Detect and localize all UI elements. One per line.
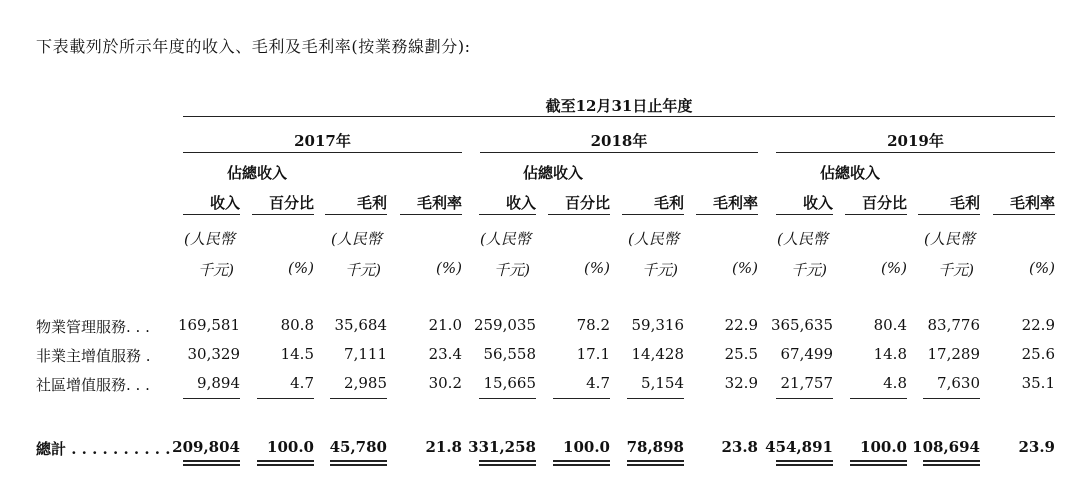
table-cell: 259,035 — [473, 316, 536, 334]
unit-label: (人民幣 — [184, 230, 235, 248]
subtotal-rule — [923, 398, 980, 399]
total-cell: 23.9 — [1018, 438, 1055, 456]
subtotal-rule — [257, 398, 314, 399]
table-cell: 30,329 — [187, 345, 240, 363]
column-rule — [622, 214, 684, 215]
table-cell: 22.9 — [1021, 316, 1055, 334]
table-cell: 5,154 — [641, 374, 684, 392]
total-double-rule — [850, 460, 907, 466]
year-rule — [776, 152, 1055, 153]
unit-label: 千元) — [938, 261, 974, 279]
table-cell: 14.8 — [873, 345, 907, 363]
total-label: 總計 . . . . . . . . . . — [36, 440, 171, 458]
table-cell: 7,111 — [344, 345, 387, 363]
column-rule — [776, 214, 833, 215]
unit-label: 千元) — [345, 261, 381, 279]
table-cell: 365,635 — [770, 316, 833, 334]
column-header: 毛利率 — [1009, 194, 1055, 212]
year-rule — [183, 152, 462, 153]
subtotal-rule — [627, 398, 684, 399]
subtotal-rule — [183, 398, 240, 399]
column-rule — [845, 214, 907, 215]
table-cell: 56,558 — [483, 345, 536, 363]
column-rule — [325, 214, 387, 215]
table-cell: 78.2 — [576, 316, 610, 334]
total-cell: 23.8 — [721, 438, 758, 456]
column-rule — [918, 214, 980, 215]
unit-label: (%) — [584, 259, 610, 277]
unit-label: 千元) — [494, 261, 530, 279]
table-cell: 30.2 — [428, 374, 462, 392]
table-cell: 21,757 — [780, 374, 833, 392]
column-header: 收入 — [209, 194, 240, 212]
table-cell: 25.5 — [724, 345, 758, 363]
table-cell: 25.6 — [1021, 345, 1055, 363]
total-double-rule — [923, 460, 980, 466]
column-header: 百分比 — [564, 194, 610, 212]
total-cell: 78,898 — [626, 438, 684, 456]
total-double-rule — [553, 460, 610, 466]
total-cell: 45,780 — [329, 438, 387, 456]
row-label: 非業主增值服務 . — [36, 347, 151, 365]
unit-label: 千元) — [791, 261, 827, 279]
table-cell: 14.5 — [280, 345, 314, 363]
column-header: 收入 — [505, 194, 536, 212]
table-cell: 15,665 — [483, 374, 536, 392]
unit-label: (%) — [436, 259, 462, 277]
year-rule — [480, 152, 758, 153]
table-cell: 14,428 — [631, 345, 684, 363]
unit-label: 千元) — [642, 261, 678, 279]
table-cell: 67,499 — [780, 345, 833, 363]
column-header: 收入 — [802, 194, 833, 212]
subtotal-rule — [330, 398, 387, 399]
table-cell: 169,581 — [177, 316, 240, 334]
column-header: 毛利 — [356, 194, 387, 212]
year-header: 2018年 — [590, 132, 648, 150]
total-cell: 100.0 — [267, 438, 314, 456]
column-rule — [548, 214, 610, 215]
table-cell: 83,776 — [927, 316, 980, 334]
total-double-rule — [479, 460, 536, 466]
column-header: 百分比 — [861, 194, 907, 212]
total-cell: 100.0 — [860, 438, 907, 456]
column-rule — [183, 214, 240, 215]
column-rule — [479, 214, 536, 215]
total-cell: 454,891 — [765, 438, 833, 456]
column-header: 毛利率 — [416, 194, 462, 212]
subtotal-rule — [479, 398, 536, 399]
subtotal-rule — [776, 398, 833, 399]
subtotal-rule — [553, 398, 610, 399]
table-cell: 23.4 — [428, 345, 462, 363]
unit-label: 千元) — [198, 261, 234, 279]
table-cell: 17,289 — [927, 345, 980, 363]
total-double-rule — [330, 460, 387, 466]
unit-label: (人民幣 — [628, 230, 679, 248]
column-rule — [696, 214, 758, 215]
unit-label: (%) — [732, 259, 758, 277]
table-cell: 22.9 — [724, 316, 758, 334]
total-cell: 209,804 — [172, 438, 240, 456]
period-title: 截至12月31日止年度 — [545, 97, 693, 115]
table-cell: 7,630 — [937, 374, 980, 392]
column-header: 毛利 — [653, 194, 684, 212]
unit-label: (%) — [1029, 259, 1055, 277]
column-header: 毛利率 — [712, 194, 758, 212]
unit-label: (人民幣 — [924, 230, 975, 248]
table-cell: 80.8 — [280, 316, 314, 334]
table-cell: 9,894 — [197, 374, 240, 392]
share-of-revenue-label: 佔總收入 — [226, 164, 287, 182]
year-header: 2017年 — [294, 132, 351, 150]
table-cell: 35,684 — [334, 316, 387, 334]
table-cell: 4.7 — [290, 374, 314, 392]
total-double-rule — [627, 460, 684, 466]
share-of-revenue-label: 佔總收入 — [522, 164, 583, 182]
total-double-rule — [183, 460, 240, 466]
unit-label: (%) — [288, 259, 314, 277]
unit-label: (%) — [881, 259, 907, 277]
table-cell: 17.1 — [576, 345, 610, 363]
unit-label: (人民幣 — [331, 230, 382, 248]
unit-label: (人民幣 — [480, 230, 531, 248]
table-cell: 59,316 — [631, 316, 684, 334]
table-cell: 32.9 — [724, 374, 758, 392]
column-rule — [993, 214, 1055, 215]
total-double-rule — [257, 460, 314, 466]
column-header: 百分比 — [268, 194, 314, 212]
share-of-revenue-label: 佔總收入 — [819, 164, 880, 182]
table-cell: 80.4 — [873, 316, 907, 334]
table-cell: 21.0 — [428, 316, 462, 334]
period-rule — [183, 116, 1055, 117]
column-rule — [252, 214, 314, 215]
total-double-rule — [776, 460, 833, 466]
table-cell: 35.1 — [1021, 374, 1055, 392]
unit-label: (人民幣 — [777, 230, 828, 248]
table-cell: 2,985 — [344, 374, 387, 392]
total-cell: 108,694 — [912, 438, 980, 456]
total-cell: 21.8 — [425, 438, 462, 456]
subtotal-rule — [850, 398, 907, 399]
row-label: 社區增值服務. . . — [36, 376, 150, 394]
column-header: 毛利 — [949, 194, 980, 212]
table-cell: 4.8 — [883, 374, 907, 392]
row-label: 物業管理服務. . . — [36, 318, 150, 336]
year-header: 2019年 — [887, 132, 944, 150]
column-rule — [400, 214, 462, 215]
total-cell: 100.0 — [563, 438, 610, 456]
table-cell: 4.7 — [586, 374, 610, 392]
total-cell: 331,258 — [468, 438, 536, 456]
intro-text: 下表載列於所示年度的收入、毛利及毛利率(按業務線劃分): — [36, 37, 471, 56]
